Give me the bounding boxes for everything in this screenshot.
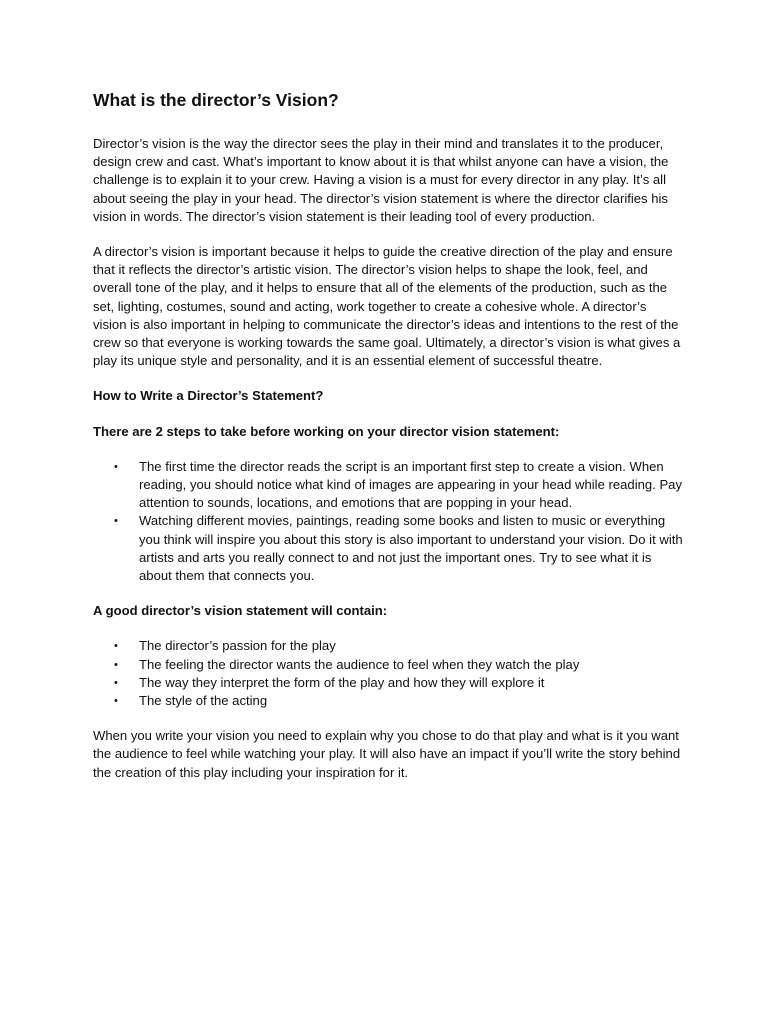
bullet-icon: • <box>114 676 118 689</box>
list-item <box>93 637 683 655</box>
closing-paragraph: When you write your vision you need to explain why you chose to do that play and what is it you want the audience to feel while watching your play. It will also have an impact if you’ll write the story behind the creation of this play including your inspiration for it. <box>93 728 681 780</box>
bullet-icon: • <box>114 640 118 653</box>
list-item-text: The style of the acting <box>139 693 268 709</box>
bullet-icon: • <box>114 658 118 671</box>
bullet-icon: • <box>114 460 118 473</box>
bullet-icon: • <box>114 515 118 528</box>
intro-paragraph: Director’s vision is the way the director sees the play in their mind and translates it to the producer, design crew and cast. What’s important to know about it is that whilst anyone can have a vision, the challenge is to explain it to your crew. Having a vision is a must for every director in any play. It’s all about seeing the play in your head. The director’s vision statement is where the director clarifies his vision in words. The director’s vision statement is their leading tool of every production. <box>93 136 669 224</box>
list-item <box>93 692 683 710</box>
list-item <box>93 656 683 674</box>
importance-paragraph: A director’s vision is important because it helps to guide the creative direction of the play and ensure that it reflects the director’s artistic vision. The director’s vision helps to shape the look, feel, and overall tone of the play, and it helps to ensure that all of the elements of the production, such as the set, lighting, costumes, sound and acting, work together to create a cohesive whole. A director’s vision is also important in helping to communicate the director’s ideas and intentions to the rest of the crew so that everyone is working towards the same goal. Ultimately, a director’s vision is what gives a play its unique style and personality, and it is an essential element of successful theatre. <box>93 244 681 369</box>
list-item-text: The feeling the director wants the audience to feel when they watch the play <box>139 656 580 672</box>
list-item-text: Watching different movies, paintings, reading some books and listen to music or everything you think will inspire you about this story is also important to understand your vision. Do it with artists and arts you really connect to and not just the important ones. Try to see what it is about them that connects you. <box>139 513 683 584</box>
how-to-heading: How to Write a Director’s Statement? <box>93 388 324 404</box>
steps-list <box>93 458 683 585</box>
list-item-text: The director’s passion for the play <box>139 638 336 654</box>
list-item <box>93 512 683 585</box>
list-item-text: The first time the director reads the script is an important first step to create a vision. When reading, you should notice what kind of images are appearing in your head while reading. Pay attention to sounds, locations, and emotions that are popping in your head. <box>139 458 683 511</box>
document-page <box>93 88 683 799</box>
page-title: What is the director’s Vision? <box>93 90 339 110</box>
bullet-icon: • <box>114 695 118 708</box>
contain-heading: A good director’s vision statement will contain: <box>93 603 388 619</box>
list-item <box>93 674 683 692</box>
steps-heading: There are 2 steps to take before working on your director vision statement: <box>93 423 560 439</box>
list-item-text: The way they interpret the form of the play and how they will explore it <box>139 674 545 690</box>
contains-list <box>93 637 683 710</box>
list-item <box>93 458 683 513</box>
